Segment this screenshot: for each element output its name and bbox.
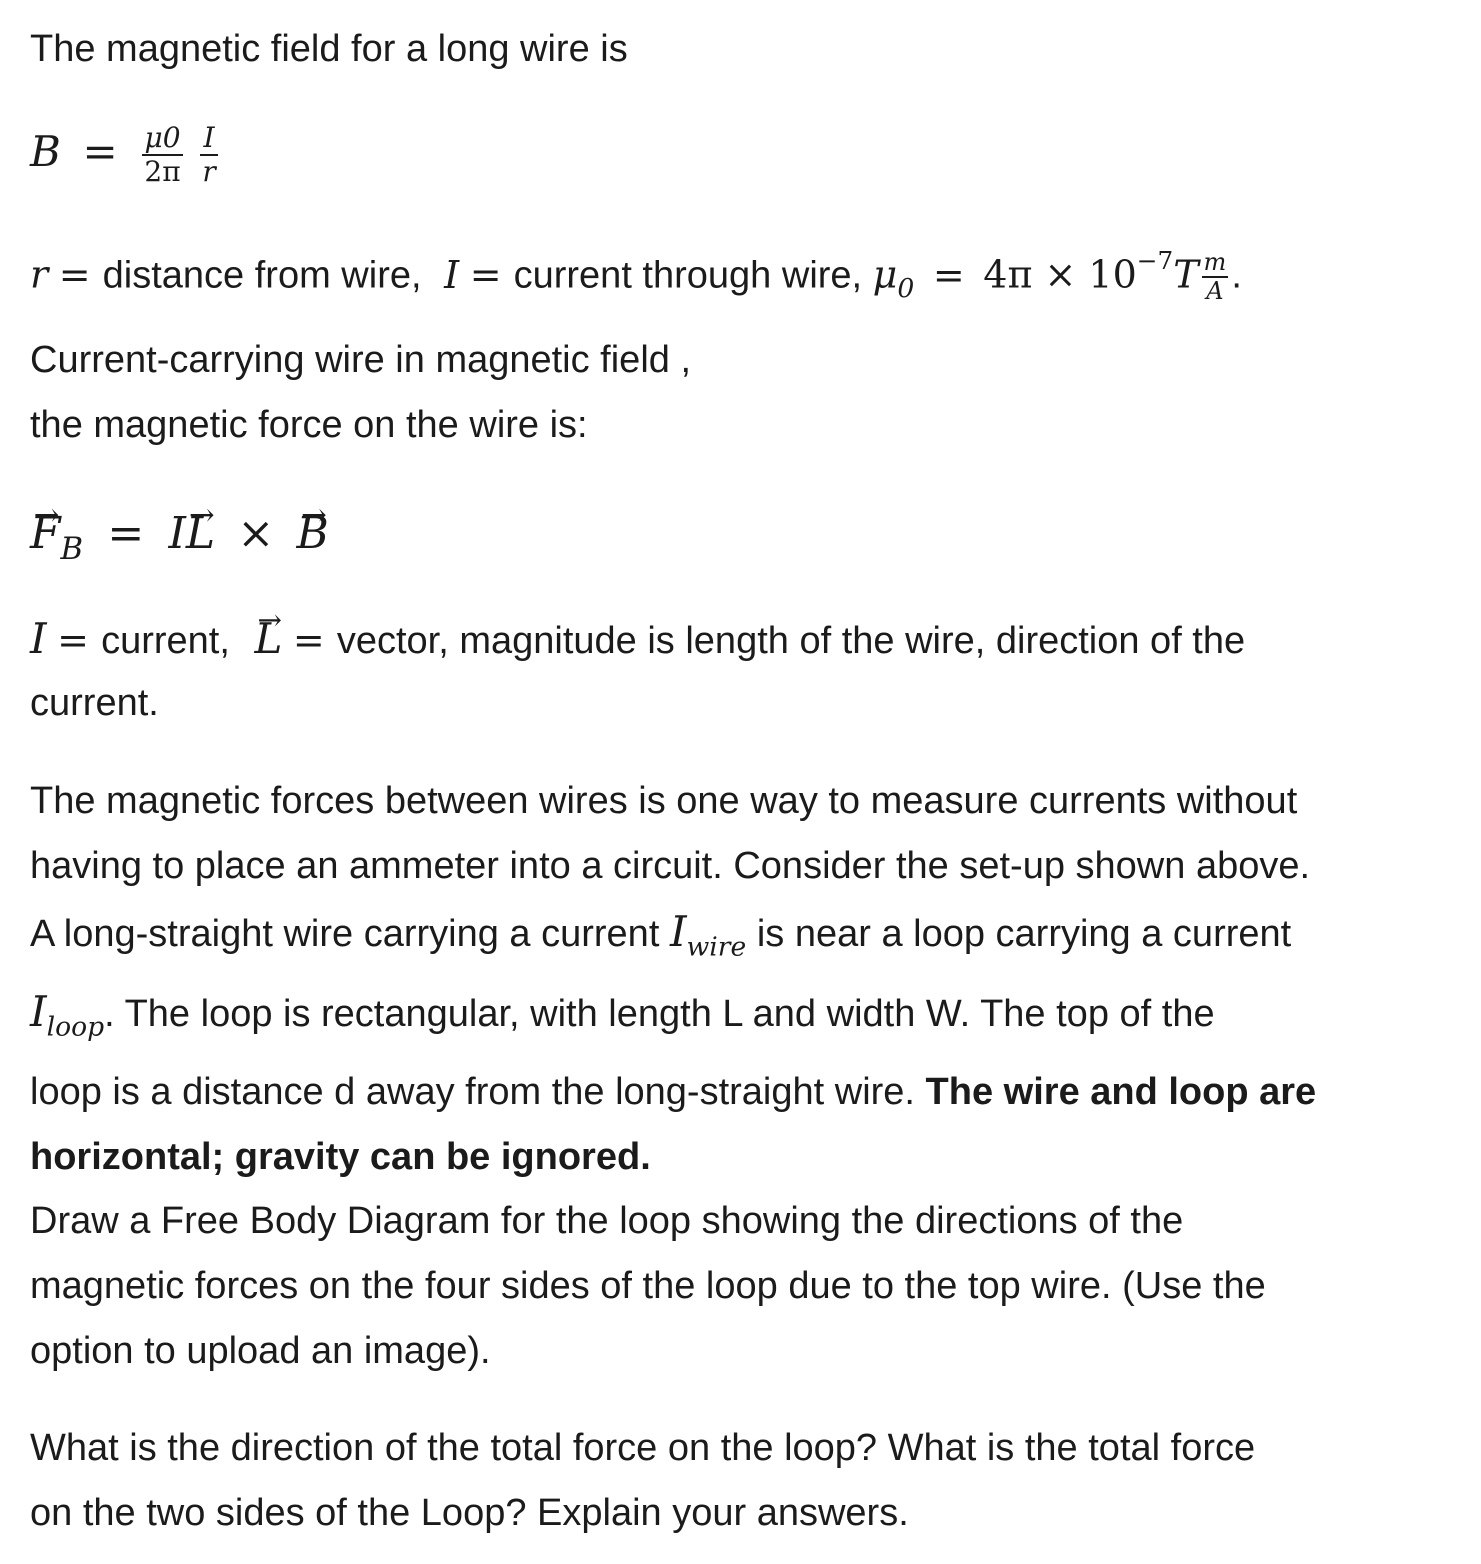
problem-paragraph: The magnetic forces between wires is one way to measure currents without having to place an ammeter into a circuit. Consider the set-up shown above. A long-straight wire carrying a current $I_{wire}$ is near a loop carrying a current $I_{loop}$. The loop is rectangular, with length L and width W. The top of the loop is a distance d away from the long-straight wire. The wire and loop are horizontal; gravity can be ignored. [30,780,1317,1178]
force-definitions: I = current, → L = vector, magnitude is length of the wire, direction of the [30,606,1245,674]
intro-text: The magnetic field for a long wire is [30,28,628,70]
formula-b [30,112,221,192]
formula-force: → $F_B = I\to L$ × → B [30,494,329,589]
fraction-mu0-over-2pi: $\frac{\mu 0}{2\pi}$ [144,120,181,188]
variable-definitions: r = distance from wire, I = current through wire, $\mu_0 = 4\pi \times 10^{-7}T$ $\frac{m}{A}$ . [30,246,1242,306]
force-definitions-continued: current. [30,682,159,724]
formula-b-equals: = [82,127,118,176]
force-intro-line-2: the magnetic force on the wire is: [30,404,588,446]
formula-b-lhs: B [30,127,61,176]
unit-fraction-m-over-a: $\frac{m}{A}$ [1203,247,1227,306]
fraction-i-over-r: $\frac{I}{r}$ [202,120,216,188]
force-intro-line-1: Current-carrying wire in magnetic field , [30,339,692,381]
question-free-body-diagram: Draw a Free Body Diagram for the loop showing the directions of the magnetic forces on the four sides of the loop due to the top wire. (Use the option to upload an image). [30,1200,1266,1372]
question-total-force: What is the direction of the total force on the loop? What is the total force on the two sides of the Loop? Explain your answers. [30,1427,1256,1534]
